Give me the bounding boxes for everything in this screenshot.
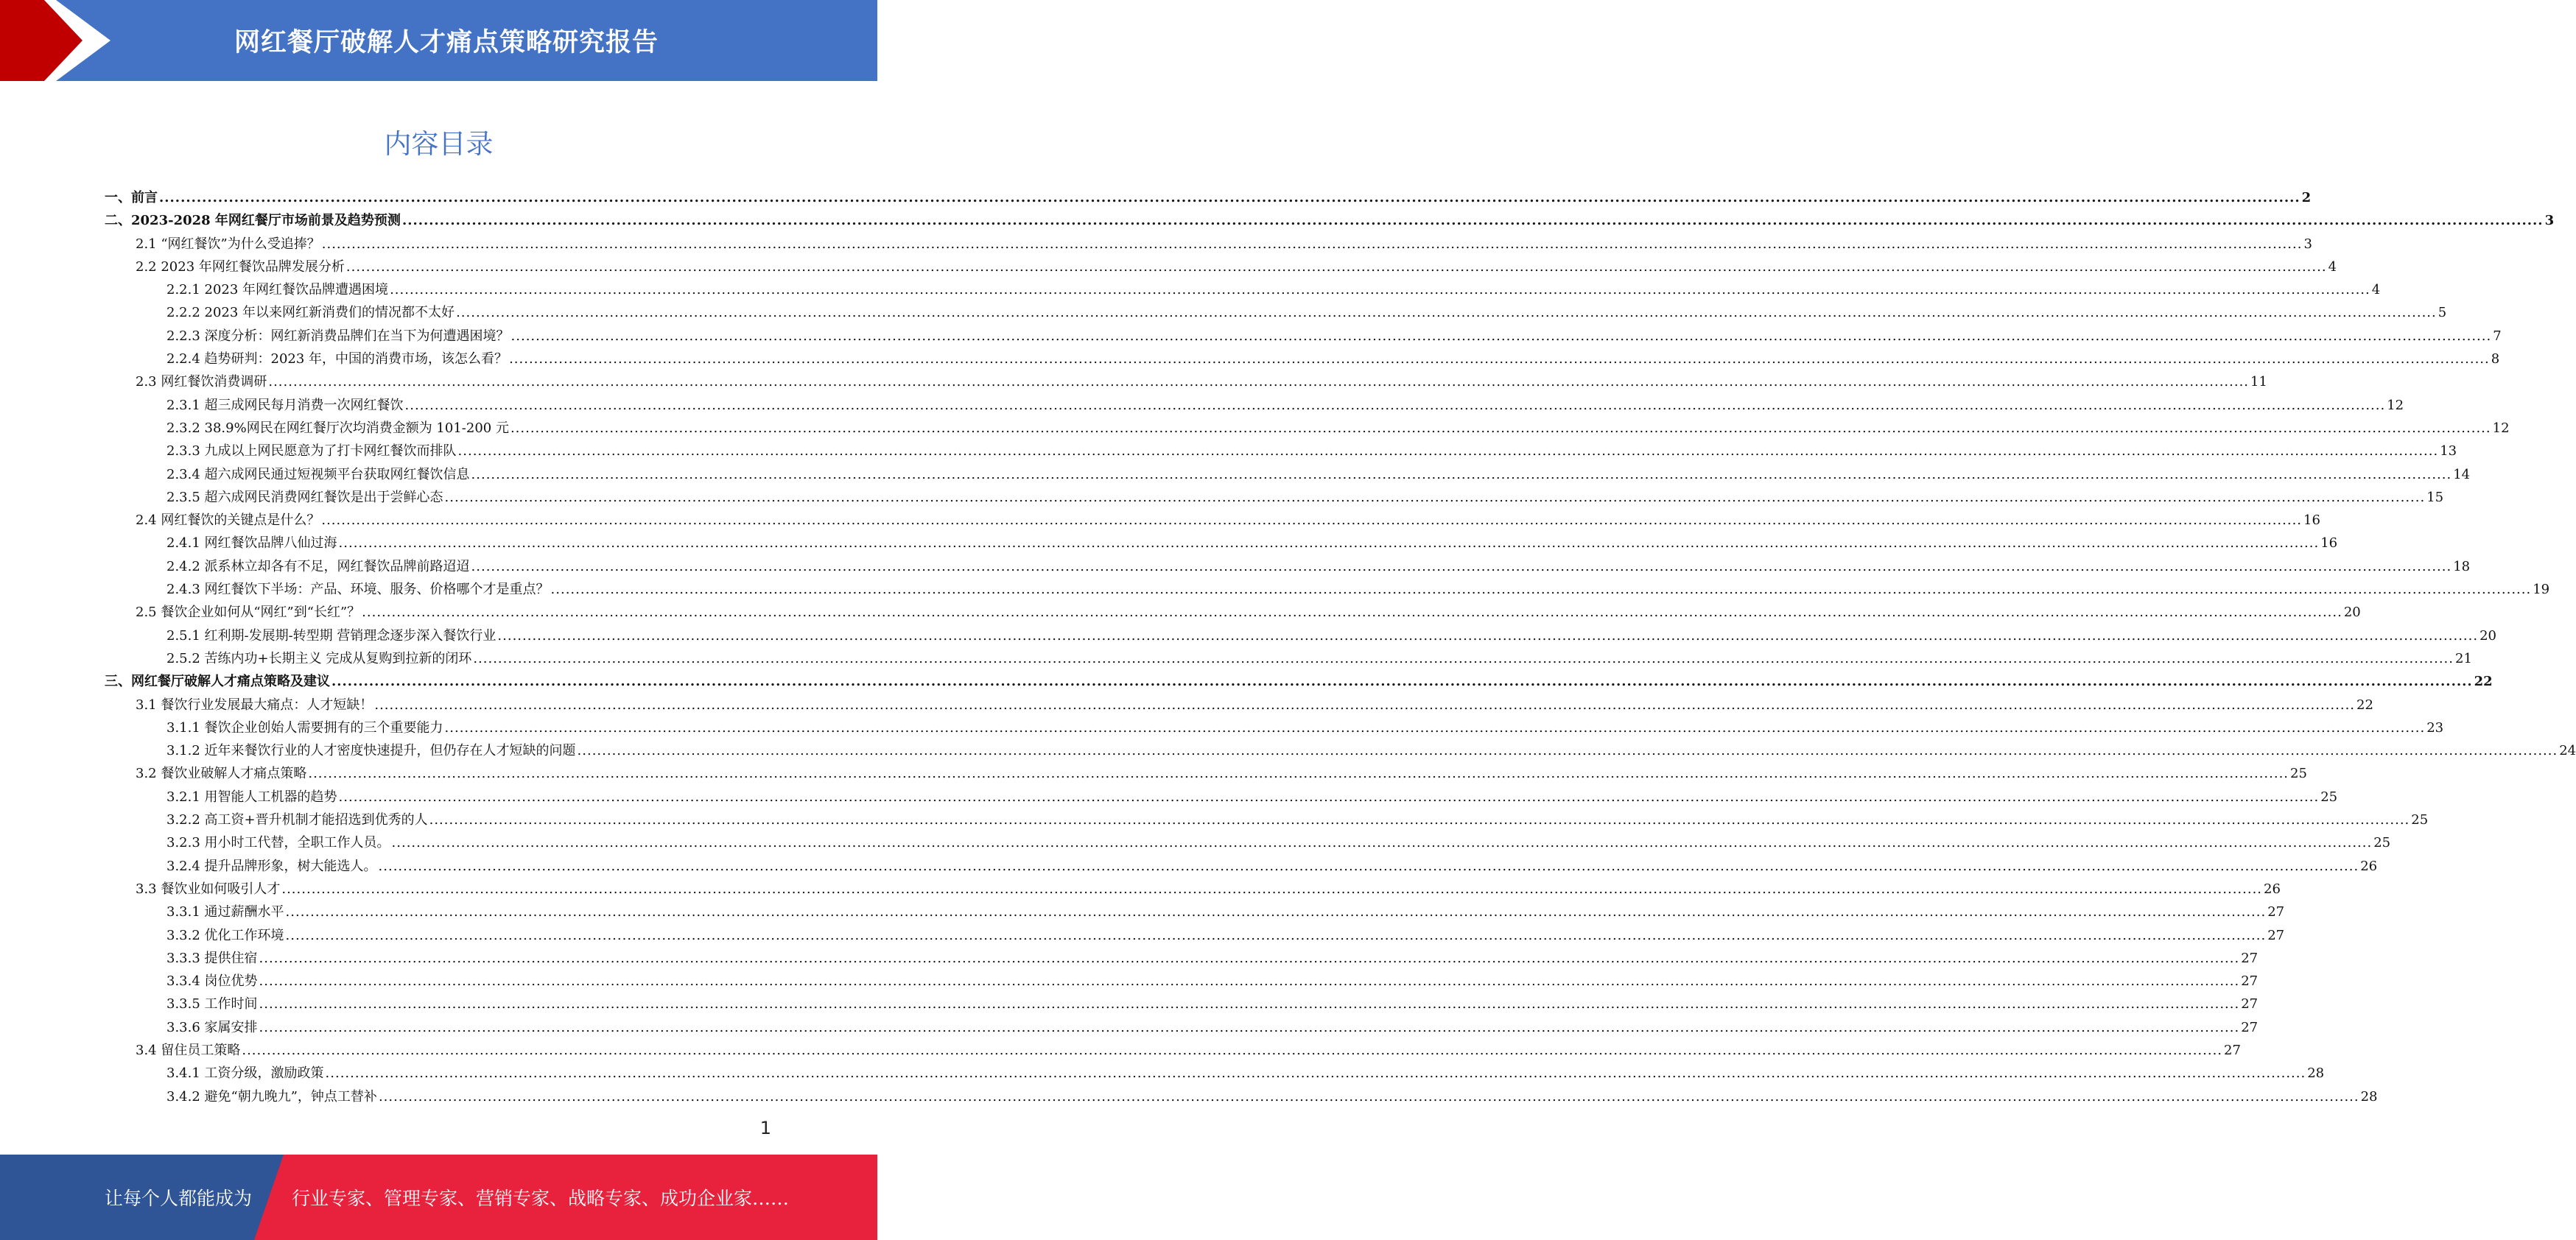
toc-heading: 内容目录 [384,128,494,160]
toc-entry-page: 27 [2241,950,2259,966]
toc-entry[interactable] [105,993,2259,1015]
toc-entry[interactable] [105,1039,2241,1062]
toc-entry-page: 4 [2371,282,2381,298]
toc-entry-page: 25 [2373,835,2391,851]
toc-entry-page: 15 [2426,489,2444,505]
toc-entry-title: 3.1 餐饮行业发展最大痛点：人才短缺！ [136,697,373,713]
toc-entry[interactable] [105,486,2444,509]
toc-entry-page: 20 [2343,605,2361,621]
toc-entry-page: 5 [2438,305,2447,321]
toc-entry-page: 25 [2290,766,2307,782]
page-number: 1 [759,1118,771,1138]
toc-entry-title: 2.2.2 2023 年以来网红新消费们的情况都不太好 [166,305,455,321]
toc-entry-page: 16 [2320,535,2338,552]
toc-entry[interactable] [105,739,2576,762]
toc-leader-dots: ................................................................................................................................................................................................................................................................................................................................................................................................................ [378,1088,2359,1105]
toc-leader-dots: ................................................................................................................................................................................................................................................................................................................................................................................................................ [577,743,2558,759]
toc-entry-page: 22 [2356,697,2373,713]
toc-leader-dots: ................................................................................................................................................................................................................................................................................................................................................................................................................ [259,996,2240,1012]
toc-entry[interactable] [105,624,2496,647]
toc-entry-page: 3 [2544,213,2555,229]
toc-entry[interactable] [105,809,2429,831]
toc-entry-title: 3.3.4 岗位优势 [166,973,258,990]
toc-entry-page: 27 [2241,1019,2259,1035]
toc-leader-dots: ................................................................................................................................................................................................................................................................................................................................................................................................................ [268,374,2250,390]
toc-entry-title: 2.2.3 深度分析：网红新消费品牌们在当下为何遭遇困境？ [166,328,510,344]
toc-entry-page: 11 [2250,374,2267,390]
toc-leader-dots: ................................................................................................................................................................................................................................................................................................................................................................................................................ [509,351,2490,367]
toc-leader-dots: ................................................................................................................................................................................................................................................................................................................................................................................................................ [331,674,2473,690]
toc-leader-dots: ................................................................................................................................................................................................................................................................................................................................................................................................................ [473,650,2454,666]
toc-entry-page: 14 [2453,466,2471,482]
footer-slogan-right: 行业专家、管理专家、营销专家、战略专家、成功企业家…… [292,1188,790,1209]
toc-leader-dots: ................................................................................................................................................................................................................................................................................................................................................................................................................ [281,881,2263,897]
toc-entry-title: 3.1.1 餐饮企业创始人需要拥有的三个重要能力 [166,719,443,736]
toc-entry-page: 19 [2533,582,2550,598]
toc-entry-title: 2.4.1 网红餐饮品牌八仙过海 [166,535,337,552]
footer-slogan-left: 让每个人都能成为 [105,1188,253,1209]
toc-entry-page: 28 [2360,1088,2378,1105]
toc-entry-page: 8 [2491,351,2500,367]
toc-entry[interactable] [105,301,2447,324]
toc-leader-dots: ................................................................................................................................................................................................................................................................................................................................................................................................................ [550,582,2532,598]
toc-entry[interactable] [105,786,2338,809]
toc-entry[interactable] [105,762,2307,785]
toc-entry-title: 3.2.3 用小时工代替，全职工作人员。 [166,835,390,851]
toc-entry-page: 21 [2455,650,2472,666]
toc-entry-title: 2.5.2 苦练内功+长期主义 完成从复购到拉新的闭环 [166,650,472,666]
footer-banner [0,1155,877,1240]
toc-entry-page: 3 [2303,236,2312,252]
toc-entry-title: 一、前言 [105,190,158,205]
toc-leader-dots: ................................................................................................................................................................................................................................................................................................................................................................................................................ [391,835,2373,851]
toc-leader-dots: ................................................................................................................................................................................................................................................................................................................................................................................................................ [308,766,2289,782]
toc-entry-title: 2.1 “网红餐饮”为什么受追捧？ [136,236,320,252]
toc-entry[interactable] [105,970,2259,993]
toc-entry-page: 12 [2387,397,2404,413]
toc-leader-dots: ................................................................................................................................................................................................................................................................................................................................................................................................................ [338,535,2320,552]
toc-entry-page: 27 [2241,996,2259,1012]
toc-leader-dots: ................................................................................................................................................................................................................................................................................................................................................................................................................ [242,1042,2223,1058]
toc-entry-page: 20 [2480,627,2496,644]
toc-entry[interactable] [105,1085,2378,1108]
toc-entry-title: 3.3.5 工作时间 [166,996,258,1012]
toc-leader-dots: ................................................................................................................................................................................................................................................................................................................................................................................................................ [285,904,2267,920]
toc-entry-page: 26 [2360,858,2378,874]
toc-leader-dots: ................................................................................................................................................................................................................................................................................................................................................................................................................ [325,1065,2306,1082]
toc-leader-dots: ................................................................................................................................................................................................................................................................................................................................................................................................................ [510,420,2491,436]
toc-entry[interactable] [105,601,2361,624]
toc-entry[interactable] [105,233,2312,256]
toc-leader-dots: ................................................................................................................................................................................................................................................................................................................................................................................................................ [345,258,2327,275]
toc-entry-title: 三、网红餐厅破解人才痛点策略及建议 [105,674,330,690]
toc-entry-page: 7 [2493,328,2502,344]
toc-entry[interactable] [105,831,2391,854]
toc-entry-title: 3.3.6 家属安排 [166,1019,258,1035]
toc-entry[interactable] [105,855,2378,878]
toc-entry-title: 3.3.1 通过薪酬水平 [166,904,284,920]
toc-entry-title: 3.3.2 优化工作环境 [166,927,284,943]
toc-entry[interactable] [105,647,2472,670]
toc-leader-dots: ................................................................................................................................................................................................................................................................................................................................................................................................................ [457,443,2439,459]
toc-entry[interactable] [105,463,2471,486]
toc-entry-title: 2.3.3 九成以上网民愿意为了打卡网红餐饮而排队 [166,443,457,459]
toc-entry-page: 25 [2411,812,2429,828]
toc-leader-dots: ................................................................................................................................................................................................................................................................................................................................................................................................................ [401,213,2544,229]
toc-entry-page: 27 [2267,927,2285,943]
toc-entry-page: 4 [2328,258,2337,275]
toc-entry-title: 2.4 网红餐饮的关键点是什么？ [136,512,320,529]
header-banner [0,0,877,81]
toc-leader-dots: ................................................................................................................................................................................................................................................................................................................................................................................................................ [390,282,2370,298]
toc-entry-title: 3.3.3 提供住宿 [166,950,258,966]
toc-entry-title: 2.3 网红餐饮消费调研 [136,374,267,390]
toc-leader-dots: ................................................................................................................................................................................................................................................................................................................................................................................................................ [321,236,2303,252]
toc-entry-page: 16 [2303,512,2320,529]
toc-entry[interactable] [105,278,2381,301]
toc-entry-title: 3.2.2 高工资+晋升机制才能招选到优秀的人 [166,812,428,828]
toc-entry-title: 2.4.3 网红餐饮下半场：产品、环境、服务、价格哪个才是重点？ [166,582,550,598]
toc-entry-title: 二、2023-2028 年网红餐厅市场前景及趋势预测 [105,213,401,229]
toc-entry[interactable] [105,1062,2325,1085]
toc-entry-page: 27 [2224,1042,2241,1058]
toc-entry[interactable] [105,394,2404,417]
toc-entry[interactable] [105,509,2320,532]
toc-entry-page: 26 [2264,881,2281,897]
toc-entry-title: 3.4 留住员工策略 [136,1042,241,1058]
toc-entry[interactable] [105,370,2267,393]
toc-entry-title: 2.2 2023 年网红餐饮品牌发展分析 [136,258,345,275]
toc-entry-page: 24 [2559,743,2576,759]
toc-entry[interactable] [105,578,2550,601]
toc-leader-dots: ................................................................................................................................................................................................................................................................................................................................................................................................................ [429,812,2410,828]
toc-entry-title: 2.2.4 趋势研判：2023 年，中国的消费市场，该怎么看？ [166,351,508,367]
toc-entry-title: 3.1.2 近年来餐饮行业的人才密度快速提升，但仍存在人才短缺的问题 [166,743,576,759]
toc-entry[interactable] [105,947,2259,970]
toc-leader-dots: ................................................................................................................................................................................................................................................................................................................................................................................................................ [404,397,2386,413]
toc-entry[interactable] [105,209,2555,232]
toc-leader-dots: ................................................................................................................................................................................................................................................................................................................................................................................................................ [374,697,2356,713]
toc-entry[interactable] [105,694,2373,716]
toc-entry-title: 3.4.2 避免“朝九晚九”，钟点工替补 [166,1088,377,1105]
toc-entry[interactable] [105,878,2281,901]
toc-entry[interactable] [105,325,2502,348]
toc-entry[interactable] [105,924,2285,947]
toc-leader-dots: ................................................................................................................................................................................................................................................................................................................................................................................................................ [378,858,2359,874]
toc-entry-title: 3.2 餐饮业破解人才痛点策略 [136,766,307,782]
toc-leader-dots: ................................................................................................................................................................................................................................................................................................................................................................................................................ [444,489,2426,505]
toc-entry-title: 3.2.4 提升品牌形象，树大能选人。 [166,858,377,874]
toc-entry[interactable] [105,440,2457,462]
toc-entry-page: 28 [2307,1065,2325,1082]
table-of-contents [105,186,2576,1108]
toc-leader-dots: ................................................................................................................................................................................................................................................................................................................................................................................................................ [285,927,2267,943]
toc-leader-dots: ................................................................................................................................................................................................................................................................................................................................................................................................................ [259,950,2240,966]
toc-entry-title: 2.3.2 38.9%网民在网红餐厅次均消费金额为 101-200 元 [166,420,509,436]
toc-entry-page: 18 [2453,558,2471,574]
toc-entry-page: 2 [2301,190,2312,205]
toc-entry-title: 2.2.1 2023 年网红餐饮品牌遭遇困境 [166,282,389,298]
toc-entry[interactable] [105,716,2444,739]
toc-entry-page: 27 [2267,904,2285,920]
toc-leader-dots: ................................................................................................................................................................................................................................................................................................................................................................................................................ [259,973,2240,990]
toc-entry[interactable] [105,901,2285,923]
toc-entry-page: 25 [2320,789,2338,805]
toc-entry[interactable] [105,348,2500,370]
document-title: 网红餐厅破解人才痛点策略研究报告 [234,28,659,57]
toc-entry-title: 2.4.2 派系林立却各有不足，网红餐饮品牌前路迢迢 [166,558,470,574]
toc-entry-title: 2.5 餐饮企业如何从“网红”到“长红”？ [136,605,361,621]
toc-entry[interactable] [105,1016,2259,1039]
toc-entry[interactable] [105,417,2510,440]
toc-entry-title: 3.3 餐饮业如何吸引人才 [136,881,281,897]
toc-leader-dots: ................................................................................................................................................................................................................................................................................................................................................................................................................ [497,627,2479,644]
toc-entry-page: 13 [2440,443,2457,459]
toc-entry-title: 2.3.4 超六成网民通过短视频平台获取网红餐饮信息 [166,466,470,482]
toc-leader-dots: ................................................................................................................................................................................................................................................................................................................................................................................................................ [456,305,2437,321]
toc-entry-page: 23 [2426,719,2444,736]
toc-entry[interactable] [105,555,2471,578]
toc-entry-page: 12 [2492,420,2510,436]
toc-leader-dots: ................................................................................................................................................................................................................................................................................................................................................................................................................ [321,512,2303,529]
toc-leader-dots: ................................................................................................................................................................................................................................................................................................................................................................................................................ [444,719,2426,736]
toc-entry-title: 2.3.5 超六成网民消费网红餐饮是出于尝鲜心态 [166,489,443,505]
toc-leader-dots: ................................................................................................................................................................................................................................................................................................................................................................................................................ [259,1019,2240,1035]
toc-leader-dots: ................................................................................................................................................................................................................................................................................................................................................................................................................ [471,466,2452,482]
toc-leader-dots: ................................................................................................................................................................................................................................................................................................................................................................................................................ [338,789,2320,805]
toc-entry-title: 2.5.1 红利期-发展期-转型期 营销理念逐步深入餐饮行业 [166,627,496,644]
toc-leader-dots: ................................................................................................................................................................................................................................................................................................................................................................................................................ [510,328,2492,344]
toc-entry[interactable] [105,186,2312,209]
toc-entry-title: 2.3.1 超三成网民每月消费一次网红餐饮 [166,397,404,413]
toc-entry-page: 27 [2241,973,2259,990]
toc-leader-dots: ................................................................................................................................................................................................................................................................................................................................................................................................................ [471,558,2452,574]
toc-entry[interactable] [105,532,2338,554]
toc-entry[interactable] [105,670,2493,693]
toc-leader-dots: ................................................................................................................................................................................................................................................................................................................................................................................................................ [159,190,2300,205]
toc-entry[interactable] [105,256,2337,278]
toc-entry-title: 3.4.1 工资分级，激励政策 [166,1065,324,1082]
toc-entry-page: 22 [2474,674,2493,690]
toc-entry-title: 3.2.1 用智能人工机器的趋势 [166,789,337,805]
toc-leader-dots: ................................................................................................................................................................................................................................................................................................................................................................................................................ [362,605,2342,621]
